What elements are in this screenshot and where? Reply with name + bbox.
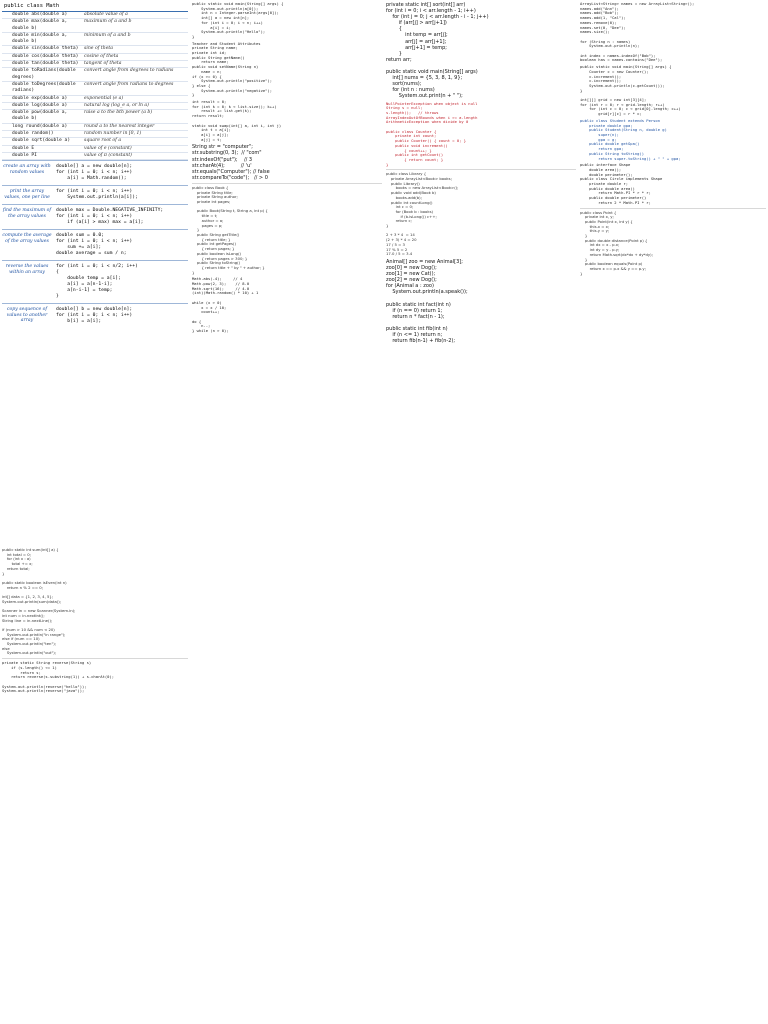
notes-column-1-bottom: [2, 548, 188, 1022]
code-block-c3b: public static void main(String[] args) { Counter c = new Counter(); c.increment(); c.increment(); System.out.println(c.getCount()); } int[][] grid = new int[3][4]; for (int r = 0; r < grid.length; r++) for (int c = 0; c < grid[0].length; c++) grid[r][c] = r * c;: [580, 64, 681, 117]
method-signature: double pow(double a, double b): [12, 110, 68, 122]
method-signature: double abs(double a): [12, 12, 68, 17]
method-signature: double sin(double theta): [12, 46, 79, 52]
method-signature: double max(double a, double b): [12, 19, 68, 31]
method-description: round a to the nearest integer: [84, 123, 155, 129]
divider: [192, 183, 382, 184]
math-class-line: public class Math: [4, 3, 60, 9]
notes-column-4: [580, 2, 766, 1022]
math-method-row: [2, 82, 188, 96]
notes-column-2: [192, 2, 382, 1022]
method-signature: double log(double a): [12, 102, 68, 108]
code-block-c3a: NullPointerException when object is null String s = null; s.length(); // throws ArrayIndexOutOfBounds when i >= a.length ArithmeticException when divide by 0 public class Counter { private int count; public Counter() { count = 0; } public void increment() { count++; } public int getCount() { return count; } }: [386, 100, 478, 167]
array-examples: [2, 160, 188, 328]
method-description: absolute value of a: [84, 12, 128, 17]
example-code: for (int i = 0; i < n; i++) System.out.println(a[i]);: [56, 189, 138, 201]
method-signature: double exp(double a): [12, 95, 68, 101]
method-description: sine of theta: [84, 46, 113, 52]
example-code: for (int i = 0; i < n/2; i++) { double temp = a[i]; a[i] = a[n-1-i]; a[n-i-1] = temp; }: [56, 264, 138, 300]
example-code: double[] b = new double[n]; for (int i = 0; i < n; i++) b[i] = a[i];: [56, 307, 133, 325]
code-block-c5b: public class Student extends Person private double gpa; public Student(String n, double g) super(n); gpa = g; public double getGpa() return gpa; public String toString() return super.toString() + " " + gpa;: [580, 117, 681, 161]
array-example: [2, 185, 188, 204]
method-signature: double min(double a, double b): [12, 32, 68, 45]
divider: [580, 208, 766, 209]
code-block-c4a: private static int[] sort(int[] arr) for (int i = 0; i < arr.length - 1; i++) for (int j = 0; j < arr.length - i - 1; j++) if (arr[j] > arr[j+1]) { int temp = arr[j]; arr[j] = arr[j+1]; arr[j+1] = temp; } return arr; public static void main(String[] args) int[] nums = {5, 3, 8, 1, 9}; sort(nums); for (int n : nums) System.out.print(n + " ");: [386, 2, 489, 100]
method-signature: double tan(double theta): [12, 61, 79, 67]
method-description: square root of a: [84, 138, 122, 144]
method-description: convert angle from radians to degrees: [84, 81, 174, 87]
example-label: print the array values, one per line: [4, 189, 50, 200]
method-description: tangent of theta: [84, 61, 122, 67]
code-block-c5a: ArrayList<String> names = new ArrayList<String>(); names.add("Ann"); names.add("Bob"); names.add(1, "Cal"); names.remove(0); names.set(0, "Dee"); names.size(); for (String n : names) System.out.println(n); int index = names.indexOf("Bob"); boolean has = names.contains("Dee");: [580, 2, 695, 63]
method-description: minimum of a and b: [84, 32, 131, 38]
method-description: cosine of theta: [84, 53, 119, 59]
code-block-c2c: int result = 0; for (int k = 0; k < list.size(); k++) result += list.get(k); return result; static void swap(int[] a, int i, int j) int t = a[i]; a[i] = a[j]; a[j] = t;: [192, 99, 282, 142]
code-block-c2a: public static void main(String[] args) { System.out.println(a[0]); int n = Integer.parseInt(args[0]); int[] a = new int[n]; for (int i = 0; i < n; i++) a[i] = i; System.out.println("Hello"); }: [192, 2, 284, 39]
math-method-row: [2, 68, 188, 82]
math-class-title: [2, 2, 188, 12]
array-example: [2, 260, 188, 303]
example-label: reverse the values within an array: [5, 264, 49, 275]
method-signature: double PI: [12, 152, 37, 158]
code-block-c6b: public interface Shape double area(); double perimeter(); public class Circle implements Shape private double r; public double area() return Math.PI * r * r; public double perimeter() return 2 * Math.PI * r;: [580, 162, 663, 205]
math-method-row: [2, 19, 188, 33]
math-method-row: [2, 146, 188, 153]
method-description: raise a to the bth power (a b): [84, 110, 153, 116]
method-signature: long round(double a): [12, 123, 68, 129]
example-code: double sum = 0.0; for (int i = 0; i < n; i++) sum += a[i]; double average = sum / n;: [56, 233, 133, 257]
array-example: [2, 160, 188, 185]
method-description: maximum of a and b: [84, 19, 132, 25]
example-code: double[] a = new double[n]; for (int i = 0; i < n; i++) a[i] = Math.random();: [56, 164, 133, 182]
code-block-c2b: Teacher and Student Attributes private String name; private int id; public String getName() return name; public void setName(String n) name = n; if (x >= 0) { System.out.println("positive"); } else { System.out.println("negative"); }: [192, 40, 273, 98]
code-block-c6a: Math.abs(-4); // 4 Math.pow(2, 3); // 8.0 Math.sqrt(16); // 4.0 (int)(Math.random() * 10) + 1 while (x > 0) x = x / 10; count++; do { n--; } while (n > 0);: [192, 276, 259, 334]
code-block-b5: public class Point { private int x, y; public Point(int x, int y) { this.x = x; this.y = y; } public double distance(Point p) { int dx = x - p.x; int dy = y - p.y; return Math.sqrt(dx*dx + dy*dy); } public boolean equals(Point p) return x == p.x && y == p.y; }: [580, 209, 653, 276]
method-signature: double sqrt(double a): [12, 138, 71, 144]
math-method-row: [2, 54, 188, 61]
method-signature: double toDegrees(double radians): [12, 81, 76, 94]
divider: [2, 658, 188, 659]
code-block-b1: public static int sum(int[] a) { int total = 0; for (int x : a) total += x; return total; } public static boolean isEven(int n) return n % 2 == 0; int[] data = {1, 2, 3, 4, 5}; System.out.println(sum(data)); Scanner in = new Scanner(System.in); int num = in.nextInt(); String line = in.nextLine(); if (num > 10 && num < 20) System.out.println("in range"); else if (num == 10) System.out.println("ten"); else System.out.println("out");: [2, 548, 76, 656]
math-method-row: [2, 153, 188, 160]
code-block-b4: Animal[] zoo = new Animal[3]; zoo[0] = new Dog(); zoo[1] = new Cat(); zoo[2] = new Dog(); for (Animal a : zoo) System.out.println(a.speak()); public static int fact(int n) if (n == 0) return 1; return n * fact(n - 1); public static int fib(int n) if (n <= 1) return n; return fib(n-1) + fib(n-2);: [386, 259, 468, 345]
example-label: copy sequence of values to another array: [6, 307, 48, 324]
code-block-b2: public class Book { private String title; private String author; private int pages; public Book(String t, String a, int p) { title = t; author = a; pages = p; } public String getTitle() { return title; } public int getPages() { return pages; } public boolean isLong() { return pages > 300; } public String toString() { return title + " by " + author; } }: [192, 184, 268, 275]
example-label: compute the average of the array values: [2, 233, 52, 244]
math-method-row: [2, 33, 188, 47]
math-method-row: [2, 124, 188, 131]
example-code: double max = Double.NEGATIVE_INFINITY; for (int i = 0; i < n; i++) if (a[i] > max) max = a[i];: [56, 208, 164, 226]
method-signature: double cos(double theta): [12, 53, 79, 59]
code-block-c3c: String str = "computer"; str.substring(0, 3); // "com" str.indexOf("put"); // 3 str.charAt(4); // 'u' str.equals("Computer"); // false str.compareTo("code"); // > 0: [192, 144, 270, 181]
array-example: [2, 204, 188, 229]
example-label: create an array with random values: [3, 164, 51, 175]
method-description: exponential (e a): [84, 95, 124, 101]
method-description: random number in [0, 1): [84, 131, 142, 137]
code-block-c4b: private static String reverse(String s) if (s.length() <= 1) return s; return reverse(s.substring(1)) + s.charAt(0); System.out.println(reverse("hello")); System.out.println(reverse("java"));: [2, 660, 115, 694]
math-method-table: [2, 12, 188, 160]
notes-column-3: [386, 2, 576, 1022]
array-example: [2, 229, 188, 260]
math-method-row: [2, 110, 188, 124]
method-description: value of e (constant): [84, 145, 132, 151]
method-description: natural log (log_e a, or ln a): [84, 102, 149, 108]
method-signature: double toRadians(double degrees): [12, 68, 76, 80]
math-reference-column: [2, 2, 188, 502]
method-description: value of π (constant): [84, 152, 132, 158]
method-signature: double E: [12, 145, 35, 151]
math-method-row: [2, 46, 188, 53]
code-block-b3: public class Library { private ArrayList<Book> books; public Library() books = new ArrayList<Book>(); public void add(Book b) books.add(b); public int countLong() int c = 0; for (Book b : books) if (b.isLong()) c++; return c; } 2 + 3 * 4 = 14 (2 + 3) * 4 = 20 17 / 5 = 3 17 % 5 = 2 17.0 / 5 = 3.4: [386, 171, 459, 257]
method-description: convert angle from degrees to radians: [84, 68, 174, 74]
array-example: [2, 303, 188, 328]
divider: [386, 169, 576, 170]
example-label: find the maximum of the array values: [2, 208, 52, 219]
method-signature: double random(): [12, 131, 54, 137]
math-method-row: [2, 138, 188, 145]
math-method-row: [2, 96, 188, 103]
